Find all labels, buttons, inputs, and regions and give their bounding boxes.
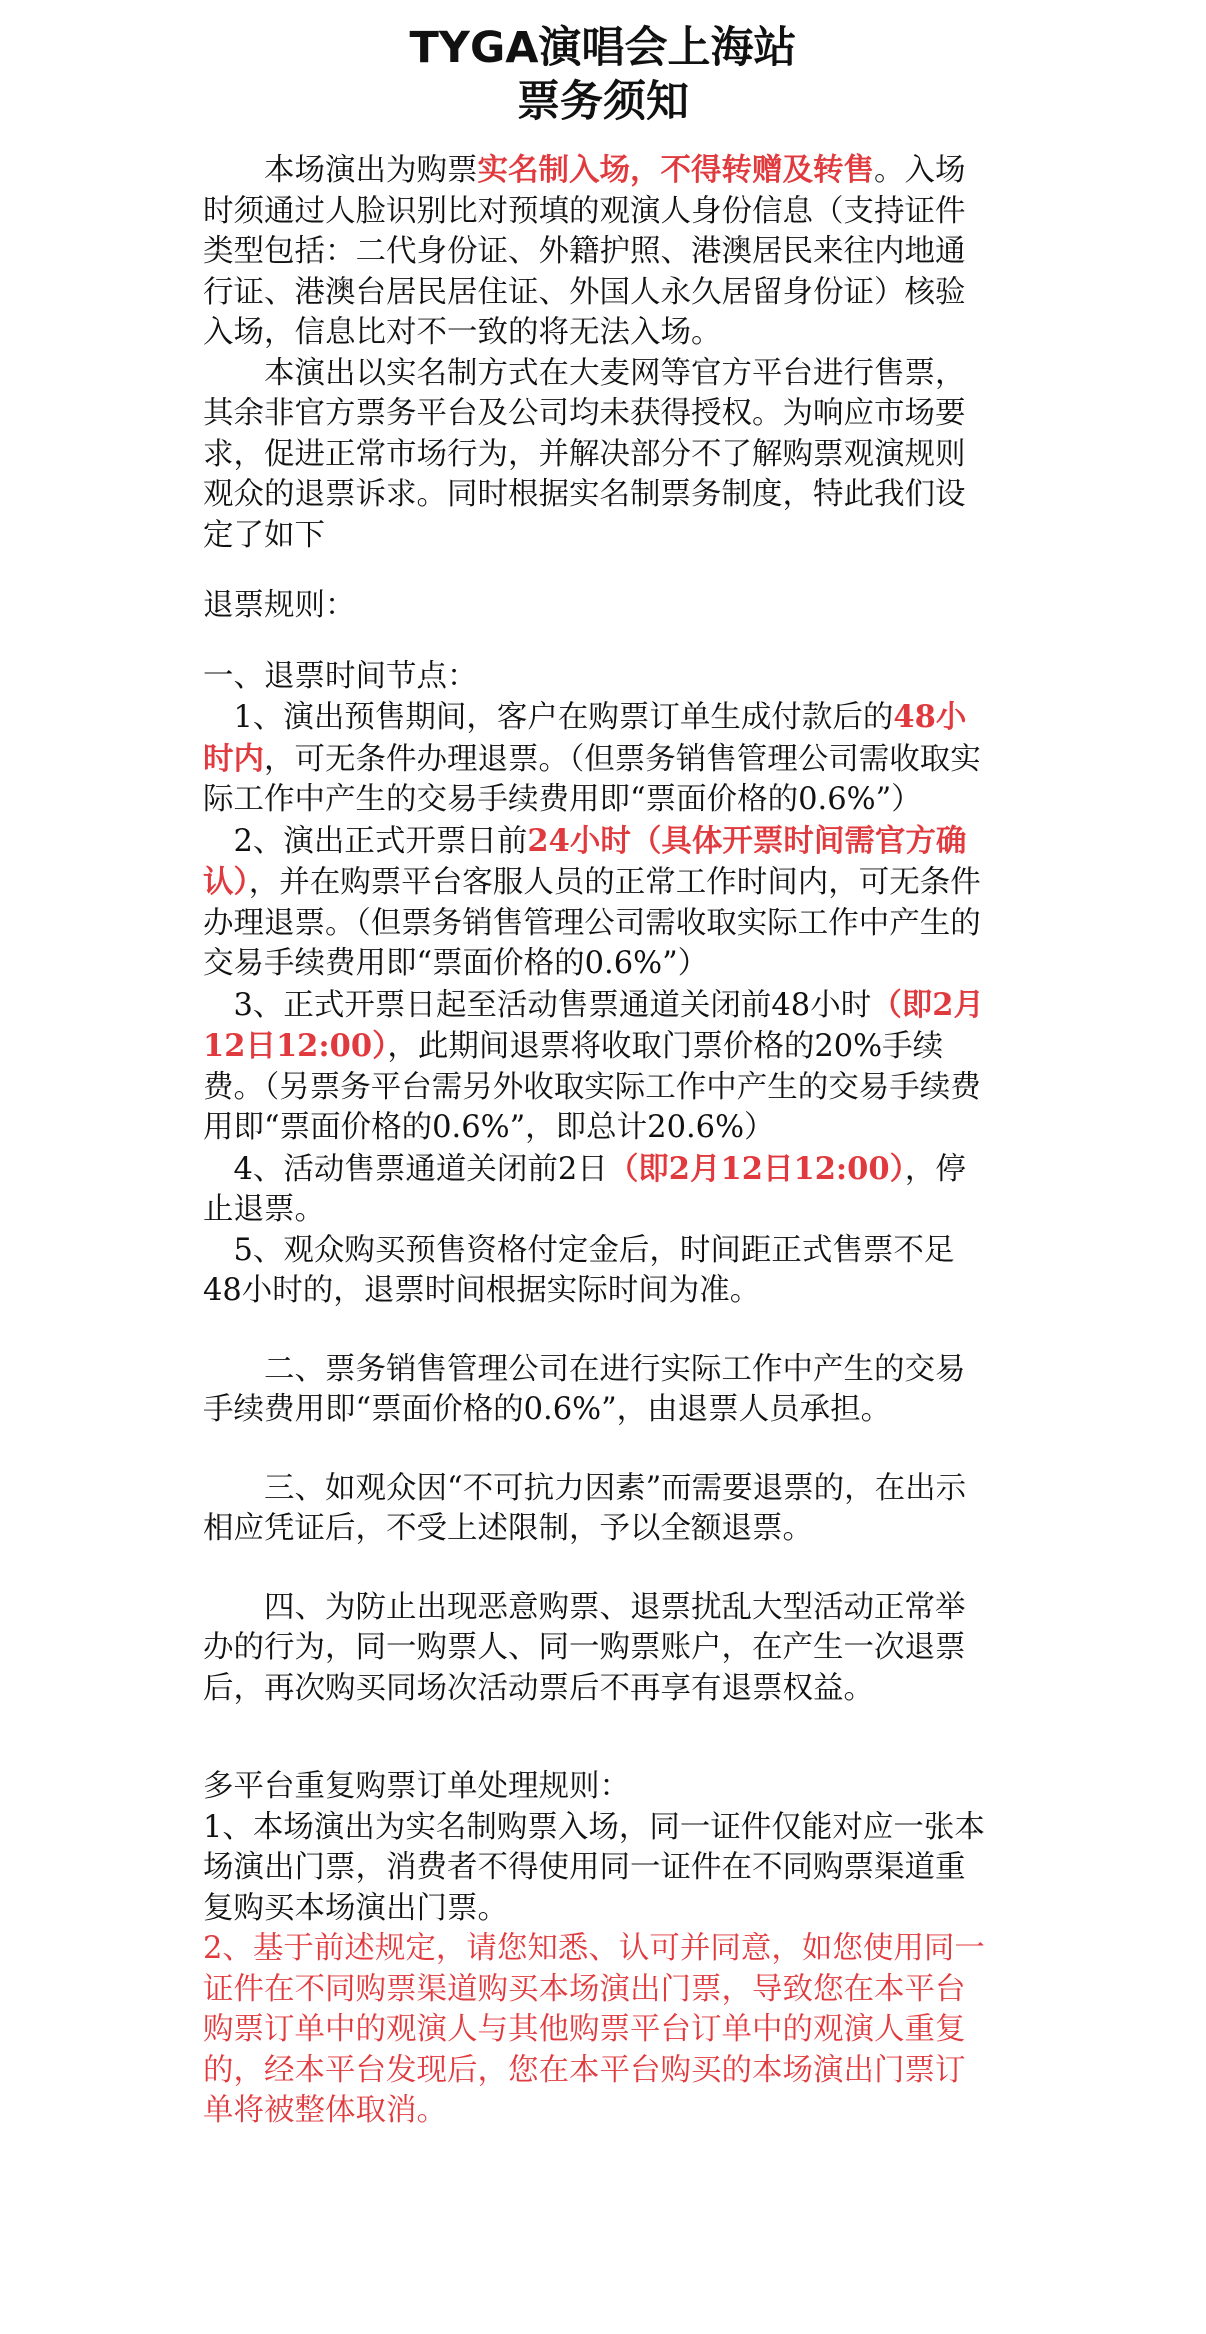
intro-paragraph-2: 本演出以实名制方式在大麦网等官方平台进行售票，其余非官方票务平台及公司均未获得授权。为响应市场要求，促进正常市场行为，并解决部分不了解购票观演规则观众的退票诉求。同时根据实名制票务制度，特此我们设定了如下 (203, 355, 966, 553)
page-subtitle: 票务须知 (517, 77, 689, 127)
duplicate-rule-2: 2、基于前述规定，请您知悉、认可并同意，如您使用同一证件在不同购票渠道购买本场演出门票，导致您在本平台购票订单中的观演人与其他购票平台订单中的观演人重复的，经本平台发现后，您在本平台购买的本场演出门票订单将被整体取消。 (203, 1931, 985, 2128)
refund-item-3: 3、正式开票日起至活动售票通道关闭前48小时（即2月12日12:00），此期间退票将收取门票价格的20%手续费。（另票务平台需另外收取实际工作中产生的交易手续费用即“票面价格的0.6%”，即总计20.6%） (203, 986, 984, 1145)
refund-section-2: 二、票务销售管理公司在进行实际工作中产生的交易手续费用即“票面价格的0.6%”，由退票人员承担。 (203, 1351, 966, 1427)
refund-item-5: 5、观众购买预售资格付定金后，时间距正式售票不足48小时的，退票时间根据实际时间为准。 (203, 1232, 955, 1308)
refund-section-1-heading: 一、退票时间节点： (203, 658, 478, 694)
duplicate-order-heading: 多平台重复购票订单处理规则： (203, 1769, 630, 1804)
refund-item-2-highlight: 24小时（具体开票时间需官方确认） (203, 822, 967, 900)
duplicate-rule-1: 1、本场演出为实名制购票入场，同一证件仅能对应一张本场演出门票，消费者不得使用同一证件在不同购票渠道重复购买本场演出门票。 (203, 1809, 985, 1926)
refund-item-1: 1、演出预售期间，客户在购票订单生成付款后的48小时内，可无条件办理退票。（但票务销售管理公司需收取实际工作中产生的交易手续费用即“票面价格的0.6%”） (203, 699, 981, 817)
notice-body (203, 150, 993, 2132)
refund-heading: 退票规则： (203, 588, 356, 623)
refund-item-1-highlight: 48小时内 (203, 699, 967, 777)
refund-section-4: 四、为防止出现恶意购票、退票扰乱大型活动正常举办的行为，同一购票人、同一购票账户，在产生一次退票后，再次购买同场次活动票后不再享有退票权益。 (203, 1589, 966, 1706)
intro-paragraph-1: 本场演出为购票实名制入场，不得转赠及转售。入场时须通过人脸识别比对预填的观演人身份信息（支持证件类型包括：二代身份证、外籍护照、港澳居民来往内地通行证、港澳台居民居住证、外国人永久居留身份证）核验入场，信息比对不一致的将无法入场。 (203, 152, 966, 350)
refund-section-3: 三、如观众因“不可抗力因素”而需要退票的，在出示相应凭证后，不受上述限制，予以全额退票。 (203, 1470, 967, 1546)
refund-item-2: 2、演出正式开票日前24小时（具体开票时间需官方确认），并在购票平台客服人员的正常工作时间内，可无条件办理退票。（但票务销售管理公司需收取实际工作中产生的交易手续费用即“票面价格的0.6%”） (203, 822, 981, 981)
realname-highlight: 实名制入场，不得转赠及转售 (477, 152, 874, 188)
refund-item-4-highlight: （即2月12日12:00） (607, 1150, 905, 1187)
page-title: TYGA演唱会上海站 (409, 23, 797, 73)
refund-item-4: 4、活动售票通道关闭前2日（即2月12日12:00），停止退票。 (203, 1150, 966, 1227)
refund-item-3-highlight: （即2月12日12:00） (203, 986, 984, 1064)
